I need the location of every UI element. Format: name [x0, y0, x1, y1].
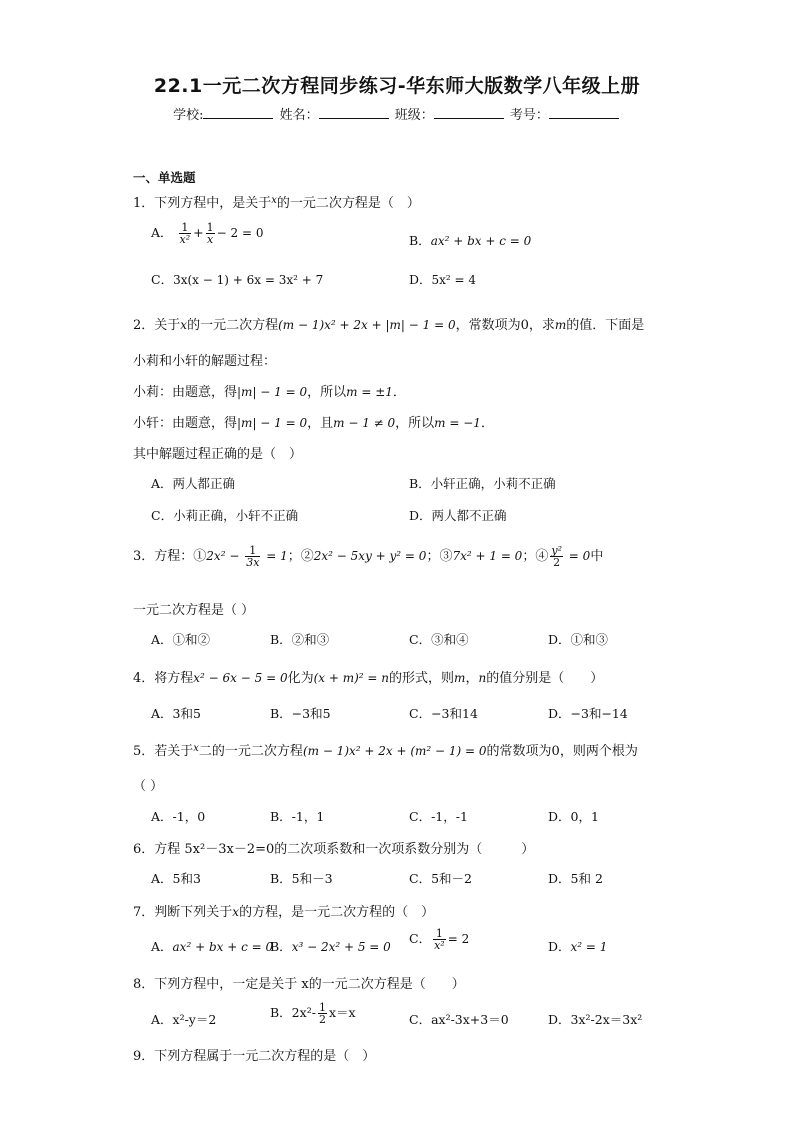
question-5-stem [133, 740, 638, 759]
name-label: 姓名： [279, 108, 319, 123]
q5-stem-c: 的常数项为0，则两个根为 [486, 744, 638, 759]
q2-xuan-a: 小轩：由题意，得 [133, 416, 238, 431]
q2-stem-d: 的值．下面是 [566, 318, 645, 333]
q3-e2: 2x² − 5xy + y² = 0 [313, 549, 427, 563]
q7-stem-b: 的方程，是一元二次方程的（ ） [239, 905, 435, 920]
q4-option-b[interactable]: B．−3和5 [270, 706, 331, 721]
q4-option-a[interactable]: A．3和5 [151, 706, 201, 721]
school-label: 学校: [173, 108, 204, 123]
q4-comma: ， [465, 671, 479, 686]
q2-option-c[interactable]: C．小莉正确，小轩不正确 [151, 508, 299, 523]
q7-option-a[interactable] [151, 937, 273, 955]
q1-a-frac1 [179, 222, 192, 245]
q4-stem-c: 的形式，则 [389, 671, 455, 686]
q8-b-b: x＝x [328, 1005, 356, 1020]
q1-a-label: A． [151, 225, 173, 240]
q3-circle-4: ④ [535, 549, 549, 564]
q5-stem-line2: （ ） [133, 779, 164, 794]
q3-stem-b: 中 [590, 549, 604, 564]
q7-option-d[interactable] [548, 937, 607, 955]
q3-e1-den: 3x [246, 556, 260, 569]
q4-m: m [454, 671, 466, 685]
page-title: 22.1一元二次方程同步练习-华东师大版数学八年级上册 [153, 75, 641, 97]
student-info-line [0, 104, 794, 123]
q4-eq1: x² − 6x − 5 = 0 [193, 671, 288, 685]
q4-stem-a: 4．将方程 [133, 671, 194, 686]
q4-option-d[interactable]: D．−3和−14 [548, 706, 628, 721]
q2-li-a: 小莉：由题意，得 [133, 385, 238, 400]
q2-li-res: m = ±1 [346, 385, 393, 399]
q2-option-a[interactable]: A．两人都正确 [151, 476, 236, 491]
q1-c-expr: 3x(x − 1) + 6x = 3x² + 7 [173, 273, 324, 287]
q7-stem-a: 7．判断下列关于 [133, 905, 233, 920]
q3-e3: 7x² + 1 = 0 [452, 549, 523, 563]
q1-b-expr: ax² + bx + c = 0 [430, 234, 532, 248]
q1-stem-b: 的一元二次方程是（ ） [276, 196, 420, 211]
q2-option-b[interactable]: B．小轩正确，小莉不正确 [409, 476, 556, 491]
q2-xuan-b: ，且 [307, 416, 334, 431]
q3-stem-line2: 一元二次方程是（ ） [133, 603, 255, 618]
q7-c-frac [433, 928, 446, 951]
q7-d-expr: x² = 1 [570, 940, 608, 954]
q2-option-d[interactable]: D．两人都不正确 [409, 508, 507, 523]
q3-e4b: = 0 [564, 549, 591, 563]
q7-b-label: B． [270, 939, 292, 954]
q6-option-a[interactable]: A．5和3 [151, 871, 201, 886]
q8-b-a: B．2x²- [270, 1005, 316, 1020]
q8-option-c[interactable]: C．ax²-3x+3＝0 [409, 1012, 509, 1027]
question-1-stem [133, 192, 420, 211]
q8-b-frac [318, 1002, 327, 1025]
q1-d-label: D． [409, 272, 432, 287]
q1-a-num2: 1 [206, 221, 214, 234]
q3-option-d[interactable]: D．①和③ [548, 632, 609, 647]
q4-eq2: (x + m)² = n [313, 671, 390, 685]
q7-d-label: D． [548, 939, 571, 954]
q3-e1-num: 1 [249, 544, 257, 557]
q1-a-rest: − 2 = 0 [216, 226, 264, 240]
q7-a-expr: ax² + bx + c = 0 [172, 940, 274, 954]
q5-var: x [193, 743, 199, 754]
question-9-stem: 9．下列方程属于一元二次方程的是（ ） [133, 1049, 376, 1064]
q3-e4-den: 2 [550, 556, 563, 568]
q7-option-c[interactable] [409, 928, 469, 951]
q1-a-frac2 [206, 222, 215, 245]
q8-option-a[interactable]: A．x²-y＝2 [151, 1012, 217, 1027]
q5-option-d[interactable]: D．0，1 [548, 809, 599, 824]
q7-c-num: 1 [435, 927, 443, 940]
q2-xuan-res: m = −1 [434, 416, 481, 430]
q2-xiaoxuan-line [133, 412, 494, 431]
question-8-stem: 8．下列方程中，一定是关于 x的一元二次方程是（ ） [133, 977, 465, 992]
q2-li-c: ． [392, 385, 406, 400]
q1-option-b[interactable] [409, 231, 531, 249]
q2-stem-a: 2．关于 [133, 318, 181, 333]
name-blank[interactable] [319, 106, 389, 119]
q7-b-expr: x³ − 2x² + 5 = 0 [291, 940, 391, 954]
q6-option-d[interactable]: D．5和 2 [548, 871, 603, 886]
class-label: 班级： [394, 108, 434, 123]
q2-m: m [554, 318, 567, 332]
question-4-stem [133, 667, 603, 686]
q2-var: x [180, 318, 188, 332]
q3-circle-3: ③ [439, 549, 453, 564]
q1-a-num1: 1 [181, 221, 189, 234]
class-blank[interactable] [434, 106, 504, 119]
q5-stem-a: 5．若关于 [133, 744, 194, 759]
q2-xiaoli-line [133, 381, 406, 400]
q2-li-eq: |m| − 1 = 0 [237, 385, 308, 399]
q2-eq: (m − 1)x² + 2x + |m| − 1 = 0 [278, 318, 456, 332]
q7-var: x [232, 905, 240, 919]
q2-xuan-eq2: m − 1 ≠ 0 [333, 416, 396, 430]
q1-option-c[interactable] [151, 270, 323, 288]
q3-e4-frac [550, 545, 563, 568]
q2-xuan-c: ，所以 [395, 416, 435, 431]
question-2-stem [133, 314, 644, 333]
q3-circle-2: ② [300, 549, 314, 564]
q3-sep1: ； [287, 549, 301, 564]
q3-option-a[interactable]: A．①和② [151, 632, 211, 647]
q1-option-d[interactable] [409, 270, 476, 288]
q3-e4-num: y² [551, 544, 562, 557]
q3-option-c[interactable]: C．③和④ [409, 632, 469, 647]
q2-xuan-eq1: |m| − 1 = 0 [237, 416, 308, 430]
q2-stem-b: 的一元二次方程 [187, 318, 279, 333]
number-label: 考号： [509, 108, 549, 123]
q3-e1a: 2x² − [206, 549, 244, 563]
q3-sep2: ； [426, 549, 440, 564]
q3-e1-frac [245, 545, 260, 568]
q1-a-den2: x [207, 233, 214, 246]
q3-e1b: = 1 [262, 549, 288, 563]
question-7-stem [133, 901, 434, 920]
q1-c-label: C． [151, 272, 174, 287]
q1-b-label: B． [409, 233, 431, 248]
q4-n: n [478, 671, 487, 685]
q6-option-b[interactable]: B．5和－3 [270, 871, 333, 886]
section-heading: 一、单选题 [133, 170, 196, 185]
q2-stem-c: ，常数项为0，求 [455, 318, 555, 333]
question-3-stem [133, 545, 603, 568]
q7-option-b[interactable] [270, 937, 391, 955]
q1-d-expr: 5x² = 4 [431, 273, 477, 287]
number-blank[interactable] [549, 106, 619, 119]
q5-eq: (m − 1)x² + 2x + (m² − 1) = 0 [302, 744, 487, 758]
q2-xuan-d: ． [480, 416, 494, 431]
q1-a-den1: x² [179, 233, 191, 246]
q6-option-c[interactable]: C．5和－2 [409, 871, 472, 886]
school-blank[interactable] [203, 106, 273, 119]
q2-stem-line2: 小莉和小轩的解题过程： [133, 354, 277, 369]
q7-a-label: A． [151, 939, 173, 954]
q7-c-den: x² [434, 939, 445, 952]
q8-b-den: 2 [318, 1013, 326, 1026]
q8-option-d[interactable]: D．3x²-2x＝3x² [548, 1012, 643, 1027]
q8-b-num: 1 [318, 1001, 326, 1014]
question-6-stem: 6．方程 5x²－3x－2=0的二次项系数和一次项系数分别为（ ） [133, 842, 535, 857]
q5-stem-b: 二的一元二次方程 [198, 744, 303, 759]
q3-option-b[interactable]: B．②和③ [270, 632, 330, 647]
q8-option-b[interactable] [270, 1002, 356, 1025]
q1-stem-a: 1．下列方程中，是关于 [133, 196, 272, 211]
q2-li-b: ，所以 [307, 385, 347, 400]
q5-option-b[interactable]: B．-1，1 [270, 809, 325, 824]
q3-sep3: ； [522, 549, 536, 564]
q7-c-label: C． [409, 931, 432, 946]
q4-option-c[interactable]: C．−3和14 [409, 706, 478, 721]
q3-circle-1: ① [193, 549, 207, 564]
q5-option-a[interactable]: A．-1，0 [151, 809, 206, 824]
q5-option-c[interactable]: C．-1，-1 [409, 809, 468, 824]
q7-c-rest: = 2 [447, 932, 470, 946]
q4-stem-d: 的值分别是（ ） [486, 671, 604, 686]
q1-option-a[interactable]: A． $\frac{1}{\text{x²}}$ + $\frac{1}{x}$ − 2 = 0 [151, 221, 264, 246]
q4-stem-b: 化为 [287, 671, 314, 686]
q3-stem-a: 3．方程： [133, 549, 194, 564]
q1-var: x [271, 195, 277, 206]
q2-stem-line3: 其中解题过程正确的是（ ） [133, 447, 303, 462]
